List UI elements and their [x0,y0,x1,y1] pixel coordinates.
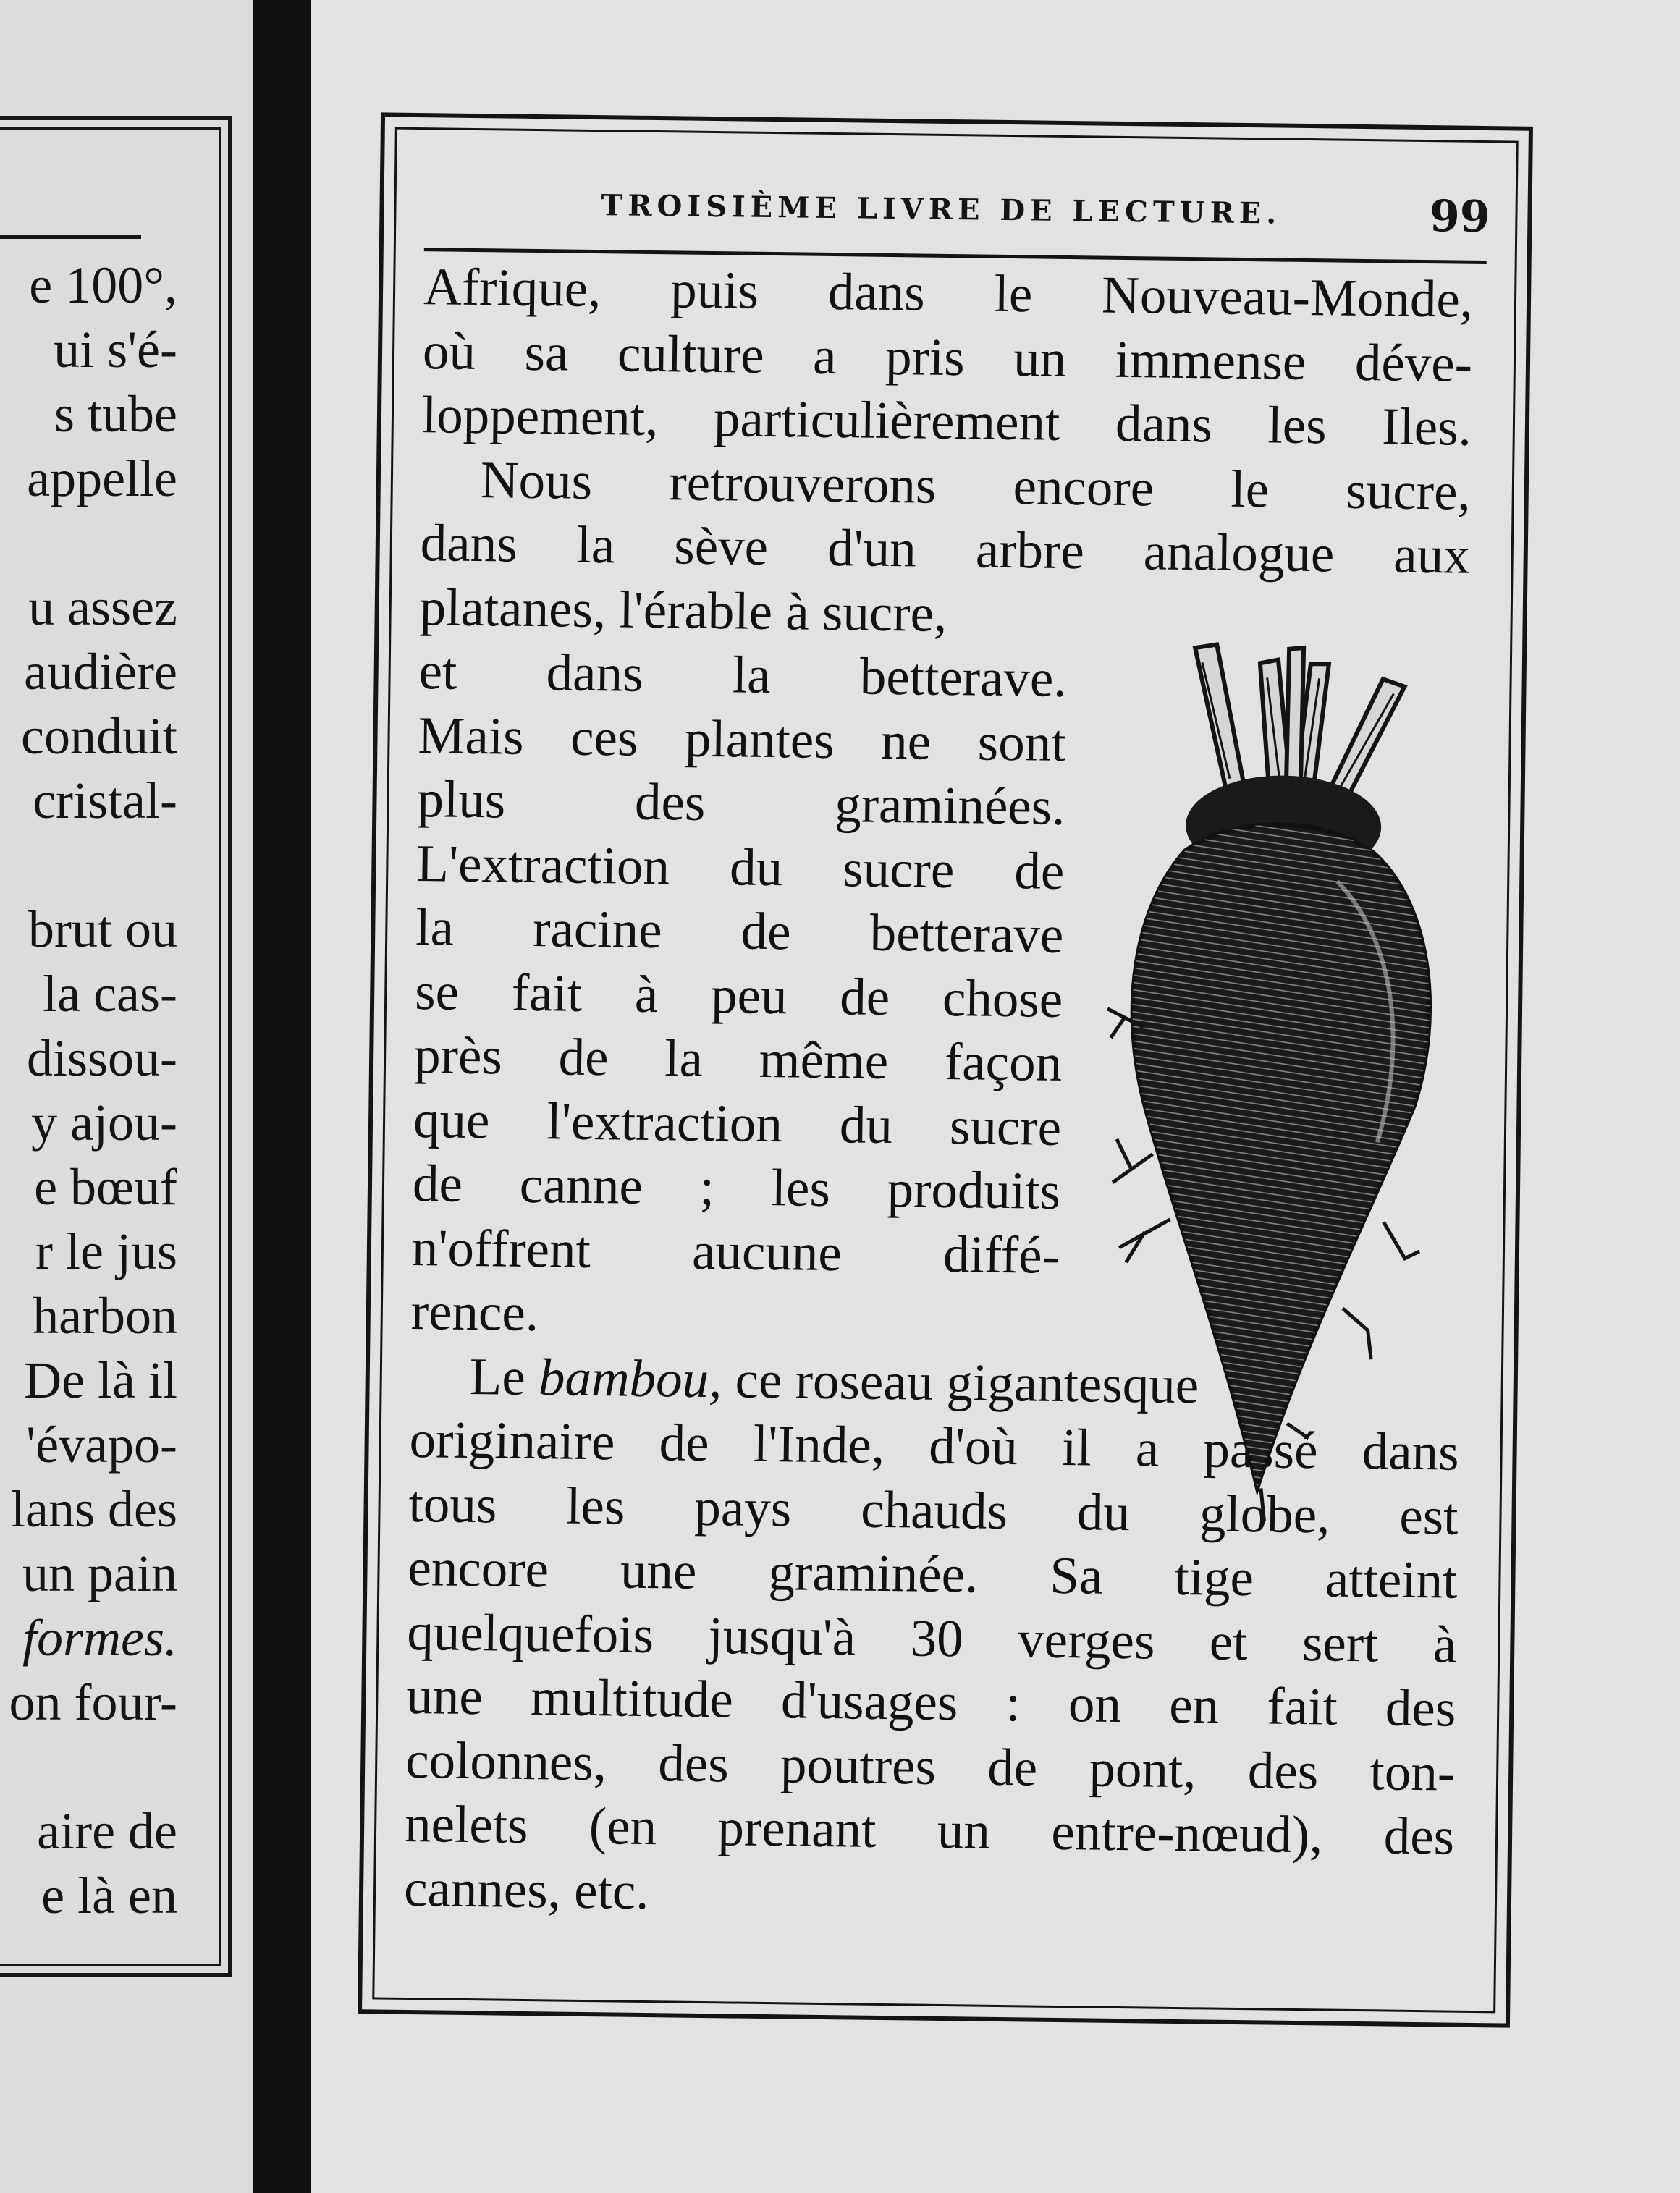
left-line: s tube [54,385,177,443]
left-line [0,1735,177,1799]
text-run: ce roseau gigantesque [735,1349,1199,1414]
text-line: L'extraction du sucre de [415,833,1065,900]
left-line: audière [24,643,177,701]
text-line: cannes, etc. [403,1858,650,1920]
text-line: près de la même façon [413,1026,1063,1092]
left-line: on four- [9,1673,177,1731]
left-line: e bœuf [34,1158,177,1216]
text-line: nelets (en prenant un entre-nœud), des [404,1793,1455,1866]
left-line: r le jus [35,1222,177,1280]
page-frame [358,112,1533,2027]
left-line: y ajou- [31,1094,177,1152]
left-line: conduit [21,707,177,765]
left-line: aire de [37,1802,177,1860]
running-title: TROISIÈME LIVRE DE LECTURE. [601,188,1282,231]
left-line: u assez [28,578,177,636]
text-line: la racine de betterave [415,897,1064,964]
left-line: dissou- [26,1029,177,1087]
left-line: la cas- [43,965,177,1023]
text-line: et dans la betterave. [418,641,1068,709]
text-line: rence. [410,1282,539,1343]
left-line: 'évapo- [26,1416,177,1474]
left-line: un pain [22,1545,177,1602]
text-line: où sa culture a pris un immense déve- [422,321,1473,393]
left-line [0,511,177,575]
text-line: de canne ; les produits [412,1154,1061,1220]
text-line: n'offrent aucune diffé- [411,1217,1060,1285]
text-line: quelquefois jusqu'à 30 verges et sert à [406,1602,1457,1674]
text-line: une multitude d'usages : on en fait des [405,1665,1456,1738]
left-line: e là en [41,1867,177,1924]
text-line: Afrique, puis dans le Nouveau-Monde, [423,257,1474,329]
text-line: Nous retrouverons encore le sucre, [480,449,1472,521]
left-page-rule [0,235,141,239]
text-line: Mais ces plantes ne sont [418,705,1067,772]
text-line: platanes, l'érable à sucre, [419,577,947,643]
left-line: De là il [24,1351,177,1409]
text-line: tous les pays chauds du globe, est [408,1474,1459,1546]
left-page-fragment [0,0,253,2193]
left-line: brut ou [28,900,177,958]
left-line: appelle [27,449,177,507]
left-line: e 100°, [29,256,177,314]
text-line: que l'extraction du sucre [413,1089,1062,1157]
left-page-text [0,253,177,1928]
text-line: plus des graminées. [417,769,1065,836]
left-line: ui s'é- [54,321,177,379]
italic-word: bambou, [538,1347,722,1408]
text-line: encore une graminée. Sa tige atteint [408,1537,1458,1610]
left-line: formes. [22,1609,177,1667]
beetroot-engraving-icon [1097,633,1448,1527]
left-line [0,833,177,897]
left-line: cristal- [33,772,177,829]
right-page [311,0,1680,2193]
text-run: Le [469,1346,526,1406]
left-line: harbon [33,1287,177,1345]
text-line: originaire de l'Inde, d'où il a passé dans [409,1409,1460,1482]
page-number: 99 [1429,191,1490,243]
text-line: loppement, particulièrement dans les Iles. [421,385,1472,457]
book-gutter [253,0,311,2193]
text-line: se fait à peu de chose [414,961,1063,1028]
text-line: colonnes, des poutres de pont, des ton- [405,1730,1456,1802]
left-line: lans des [11,1480,177,1538]
text-line: dans la sève d'un arbre analogue aux [420,513,1471,585]
